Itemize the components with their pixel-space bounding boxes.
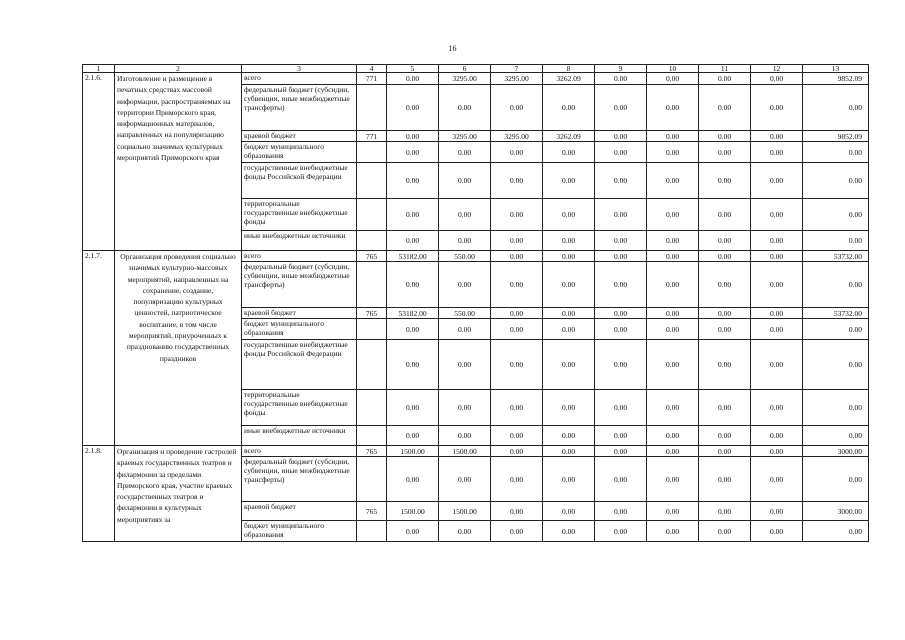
amount-cell: 0.00	[491, 262, 543, 308]
budget-code	[357, 262, 387, 308]
amount-cell: 0.00	[699, 308, 751, 319]
amount-cell: 0.00	[387, 457, 439, 502]
table-row	[83, 446, 869, 457]
amount-cell: 0.00	[491, 340, 543, 390]
amount-cell: 0.00	[647, 231, 699, 251]
funding-source: краевой бюджет	[242, 502, 357, 521]
amount-cell: 0.00	[699, 521, 751, 542]
amount-cell: 0.00	[491, 231, 543, 251]
amount-cell: 3295.00	[491, 131, 543, 142]
item-number: 2.1.8.	[83, 446, 115, 542]
amount-cell: 0.00	[387, 131, 439, 142]
amount-cell: 0.00	[751, 426, 803, 446]
amount-cell: 0.00	[595, 251, 647, 262]
amount-cell: 0.00	[803, 231, 869, 251]
amount-cell: 0.00	[387, 142, 439, 163]
amount-cell: 0.00	[803, 426, 869, 446]
amount-cell: 0.00	[803, 319, 869, 340]
column-header-row	[83, 65, 869, 73]
funding-source: федеральный бюджет (субсидии, субвенции, иные межбюджетные трансферты)	[242, 262, 357, 308]
amount-cell: 0.00	[387, 199, 439, 231]
budget-table	[82, 64, 869, 542]
column-header: 1	[83, 65, 115, 73]
amount-cell: 0.00	[647, 457, 699, 502]
amount-cell: 0.00	[543, 340, 595, 390]
amount-cell: 0.00	[751, 390, 803, 426]
column-header: 4	[357, 65, 387, 73]
amount-cell: 0.00	[543, 85, 595, 131]
amount-cell: 0.00	[595, 457, 647, 502]
amount-cell: 0.00	[491, 390, 543, 426]
column-header: 10	[647, 65, 699, 73]
amount-cell: 0.00	[751, 231, 803, 251]
funding-source: государственные внебюджетные фонды Российской Федерации	[242, 163, 357, 199]
budget-code	[357, 319, 387, 340]
amount-cell: 0.00	[647, 426, 699, 446]
funding-source: всего	[242, 73, 357, 85]
amount-cell: 0.00	[595, 73, 647, 85]
amount-cell: 0.00	[751, 85, 803, 131]
amount-cell: 0.00	[751, 521, 803, 542]
amount-cell: 0.00	[595, 262, 647, 308]
amount-cell: 0.00	[491, 85, 543, 131]
funding-source: всего	[242, 446, 357, 457]
amount-cell: 0.00	[491, 426, 543, 446]
amount-cell: 0.00	[491, 319, 543, 340]
budget-code	[357, 390, 387, 426]
funding-source: иные внебюджетные источники	[242, 426, 357, 446]
amount-cell: 0.00	[543, 251, 595, 262]
amount-cell: 0.00	[543, 426, 595, 446]
amount-cell: 53732.00	[803, 251, 869, 262]
amount-cell: 0.00	[647, 73, 699, 85]
amount-cell: 0.00	[699, 319, 751, 340]
amount-cell: 0.00	[595, 308, 647, 319]
amount-cell: 0.00	[543, 319, 595, 340]
amount-cell: 0.00	[491, 142, 543, 163]
amount-cell: 0.00	[439, 390, 491, 426]
table-row	[83, 251, 869, 262]
amount-cell: 0.00	[387, 163, 439, 199]
amount-cell: 550.00	[439, 251, 491, 262]
amount-cell: 9852.09	[803, 131, 869, 142]
amount-cell: 3262.09	[543, 73, 595, 85]
amount-cell: 0.00	[543, 308, 595, 319]
amount-cell: 0.00	[751, 340, 803, 390]
amount-cell: 0.00	[647, 262, 699, 308]
amount-cell: 0.00	[491, 251, 543, 262]
amount-cell: 0.00	[699, 340, 751, 390]
amount-cell: 0.00	[387, 231, 439, 251]
column-header: 5	[387, 65, 439, 73]
column-header: 2	[115, 65, 242, 73]
amount-cell: 0.00	[387, 390, 439, 426]
item-number: 2.1.6.	[83, 73, 115, 251]
amount-cell: 9852.09	[803, 73, 869, 85]
amount-cell: 0.00	[647, 85, 699, 131]
amount-cell: 0.00	[439, 231, 491, 251]
amount-cell: 0.00	[751, 163, 803, 199]
item-name: Организация и проведение гастролей краевых государственных театров и филармонии за пределами Приморского края, участие краевых государственных театров и филармонии в культурных мероприятиях за	[115, 446, 242, 542]
amount-cell: 0.00	[543, 390, 595, 426]
item-name: Изготовление и размещение в печатных средствах массовой информации, распространяемых на территории Приморского края, информационных материалов, направленных на популяризацию социально значимых культурных мероприятий Приморского края	[115, 73, 242, 251]
amount-cell: 0.00	[699, 85, 751, 131]
budget-code	[357, 199, 387, 231]
amount-cell: 0.00	[595, 521, 647, 542]
amount-cell: 0.00	[647, 319, 699, 340]
budget-code: 771	[357, 73, 387, 85]
amount-cell: 0.00	[647, 308, 699, 319]
amount-cell: 0.00	[595, 131, 647, 142]
amount-cell: 0.00	[751, 446, 803, 457]
amount-cell: 53182.00	[387, 308, 439, 319]
amount-cell: 0.00	[595, 163, 647, 199]
item-name: Организация проведения социально значимых культурно-массовых мероприятий, направленных на сохранение, создание, популяризацию культурных ценностей, патриотическое воспитание, в том числе мероприятий, приуроченных к празднованию государственных праздников	[115, 251, 242, 446]
amount-cell: 0.00	[803, 457, 869, 502]
budget-code	[357, 457, 387, 502]
amount-cell: 0.00	[699, 446, 751, 457]
amount-cell: 0.00	[491, 502, 543, 521]
amount-cell: 1500.00	[387, 446, 439, 457]
column-header: 9	[595, 65, 647, 73]
budget-code: 765	[357, 251, 387, 262]
table-row	[83, 73, 869, 85]
amount-cell: 0.00	[387, 73, 439, 85]
funding-source: иные внебюджетные источники	[242, 231, 357, 251]
amount-cell: 0.00	[647, 251, 699, 262]
amount-cell: 1500.00	[439, 502, 491, 521]
amount-cell: 0.00	[387, 426, 439, 446]
amount-cell: 3295.00	[439, 131, 491, 142]
amount-cell: 0.00	[595, 390, 647, 426]
funding-source: территориальные государственные внебюджетные фонды	[242, 390, 357, 426]
amount-cell: 0.00	[751, 142, 803, 163]
amount-cell: 0.00	[751, 73, 803, 85]
amount-cell: 0.00	[491, 308, 543, 319]
amount-cell: 0.00	[751, 199, 803, 231]
funding-source: федеральный бюджет (субсидии, субвенции, иные межбюджетные трансферты)	[242, 457, 357, 502]
amount-cell: 53732.00	[803, 308, 869, 319]
budget-code	[357, 142, 387, 163]
column-header: 12	[751, 65, 803, 73]
amount-cell: 0.00	[595, 502, 647, 521]
budget-code: 765	[357, 446, 387, 457]
amount-cell: 3295.00	[491, 73, 543, 85]
amount-cell: 0.00	[751, 319, 803, 340]
amount-cell: 0.00	[387, 85, 439, 131]
amount-cell: 0.00	[387, 319, 439, 340]
amount-cell: 0.00	[439, 426, 491, 446]
amount-cell: 0.00	[595, 142, 647, 163]
amount-cell: 0.00	[491, 446, 543, 457]
column-header: 8	[543, 65, 595, 73]
amount-cell: 0.00	[699, 199, 751, 231]
amount-cell: 0.00	[803, 163, 869, 199]
budget-code	[357, 231, 387, 251]
budget-code	[357, 521, 387, 542]
amount-cell: 0.00	[595, 426, 647, 446]
item-number: 2.1.7.	[83, 251, 115, 446]
amount-cell: 0.00	[699, 502, 751, 521]
amount-cell: 0.00	[543, 262, 595, 308]
amount-cell: 0.00	[751, 131, 803, 142]
amount-cell: 0.00	[751, 502, 803, 521]
amount-cell: 0.00	[439, 163, 491, 199]
amount-cell: 0.00	[543, 199, 595, 231]
amount-cell: 0.00	[387, 521, 439, 542]
amount-cell: 0.00	[647, 199, 699, 231]
amount-cell: 0.00	[595, 85, 647, 131]
column-header: 11	[699, 65, 751, 73]
amount-cell: 0.00	[439, 142, 491, 163]
amount-cell: 0.00	[803, 199, 869, 231]
amount-cell: 53182.00	[387, 251, 439, 262]
amount-cell: 0.00	[647, 502, 699, 521]
table-body	[83, 65, 869, 542]
column-header: 3	[242, 65, 357, 73]
budget-code	[357, 340, 387, 390]
amount-cell: 1500.00	[387, 502, 439, 521]
amount-cell: 0.00	[543, 142, 595, 163]
amount-cell: 0.00	[751, 251, 803, 262]
amount-cell: 0.00	[387, 262, 439, 308]
budget-code	[357, 426, 387, 446]
budget-code: 765	[357, 308, 387, 319]
amount-cell: 0.00	[647, 142, 699, 163]
column-header: 7	[491, 65, 543, 73]
amount-cell: 0.00	[699, 251, 751, 262]
funding-source: краевой бюджет	[242, 131, 357, 142]
amount-cell: 0.00	[595, 231, 647, 251]
amount-cell: 0.00	[595, 340, 647, 390]
amount-cell: 0.00	[491, 163, 543, 199]
amount-cell: 0.00	[595, 199, 647, 231]
amount-cell: 0.00	[647, 163, 699, 199]
amount-cell: 0.00	[543, 502, 595, 521]
amount-cell: 0.00	[699, 231, 751, 251]
amount-cell: 0.00	[699, 390, 751, 426]
amount-cell: 550.00	[439, 308, 491, 319]
amount-cell: 0.00	[751, 262, 803, 308]
amount-cell: 0.00	[647, 521, 699, 542]
amount-cell: 0.00	[439, 262, 491, 308]
amount-cell: 0.00	[595, 446, 647, 457]
funding-source: бюджет муниципального образования	[242, 521, 357, 542]
amount-cell: 0.00	[491, 199, 543, 231]
amount-cell: 0.00	[439, 340, 491, 390]
funding-source: бюджет муниципального образования	[242, 319, 357, 340]
amount-cell: 0.00	[699, 457, 751, 502]
amount-cell: 0.00	[803, 390, 869, 426]
amount-cell: 0.00	[803, 340, 869, 390]
amount-cell: 0.00	[439, 199, 491, 231]
amount-cell: 0.00	[803, 142, 869, 163]
column-header: 13	[803, 65, 869, 73]
amount-cell: 3000.00	[803, 502, 869, 521]
amount-cell: 3295.00	[439, 73, 491, 85]
amount-cell: 0.00	[647, 390, 699, 426]
amount-cell: 0.00	[439, 457, 491, 502]
amount-cell: 0.00	[803, 521, 869, 542]
budget-code: 765	[357, 502, 387, 521]
amount-cell: 0.00	[543, 446, 595, 457]
amount-cell: 0.00	[699, 131, 751, 142]
funding-source: бюджет муниципального образования	[242, 142, 357, 163]
amount-cell: 0.00	[803, 262, 869, 308]
amount-cell: 0.00	[699, 163, 751, 199]
budget-code	[357, 85, 387, 131]
amount-cell: 0.00	[595, 319, 647, 340]
amount-cell: 0.00	[439, 521, 491, 542]
amount-cell: 0.00	[387, 340, 439, 390]
amount-cell: 0.00	[699, 73, 751, 85]
amount-cell: 0.00	[699, 426, 751, 446]
amount-cell: 0.00	[803, 85, 869, 131]
amount-cell: 0.00	[699, 142, 751, 163]
amount-cell: 0.00	[647, 131, 699, 142]
amount-cell: 0.00	[751, 308, 803, 319]
funding-source: территориальные государственные внебюджетные фонды	[242, 199, 357, 231]
amount-cell: 0.00	[439, 85, 491, 131]
amount-cell: 0.00	[543, 231, 595, 251]
amount-cell: 0.00	[647, 340, 699, 390]
amount-cell: 0.00	[699, 262, 751, 308]
amount-cell: 3000.00	[803, 446, 869, 457]
amount-cell: 0.00	[439, 319, 491, 340]
amount-cell: 0.00	[543, 163, 595, 199]
amount-cell: 0.00	[751, 457, 803, 502]
page-number: 16	[448, 44, 457, 53]
amount-cell: 0.00	[491, 457, 543, 502]
amount-cell: 0.00	[647, 446, 699, 457]
amount-cell: 0.00	[543, 521, 595, 542]
amount-cell: 1500.00	[439, 446, 491, 457]
funding-source: государственные внебюджетные фонды Российской Федерации	[242, 340, 357, 390]
budget-code: 771	[357, 131, 387, 142]
funding-source: краевой бюджет	[242, 308, 357, 319]
amount-cell: 3262.09	[543, 131, 595, 142]
amount-cell: 0.00	[491, 521, 543, 542]
budget-code	[357, 163, 387, 199]
amount-cell: 0.00	[543, 457, 595, 502]
column-header: 6	[439, 65, 491, 73]
funding-source: всего	[242, 251, 357, 262]
funding-source: федеральный бюджет (субсидии, субвенции, иные межбюджетные трансферты)	[242, 85, 357, 131]
